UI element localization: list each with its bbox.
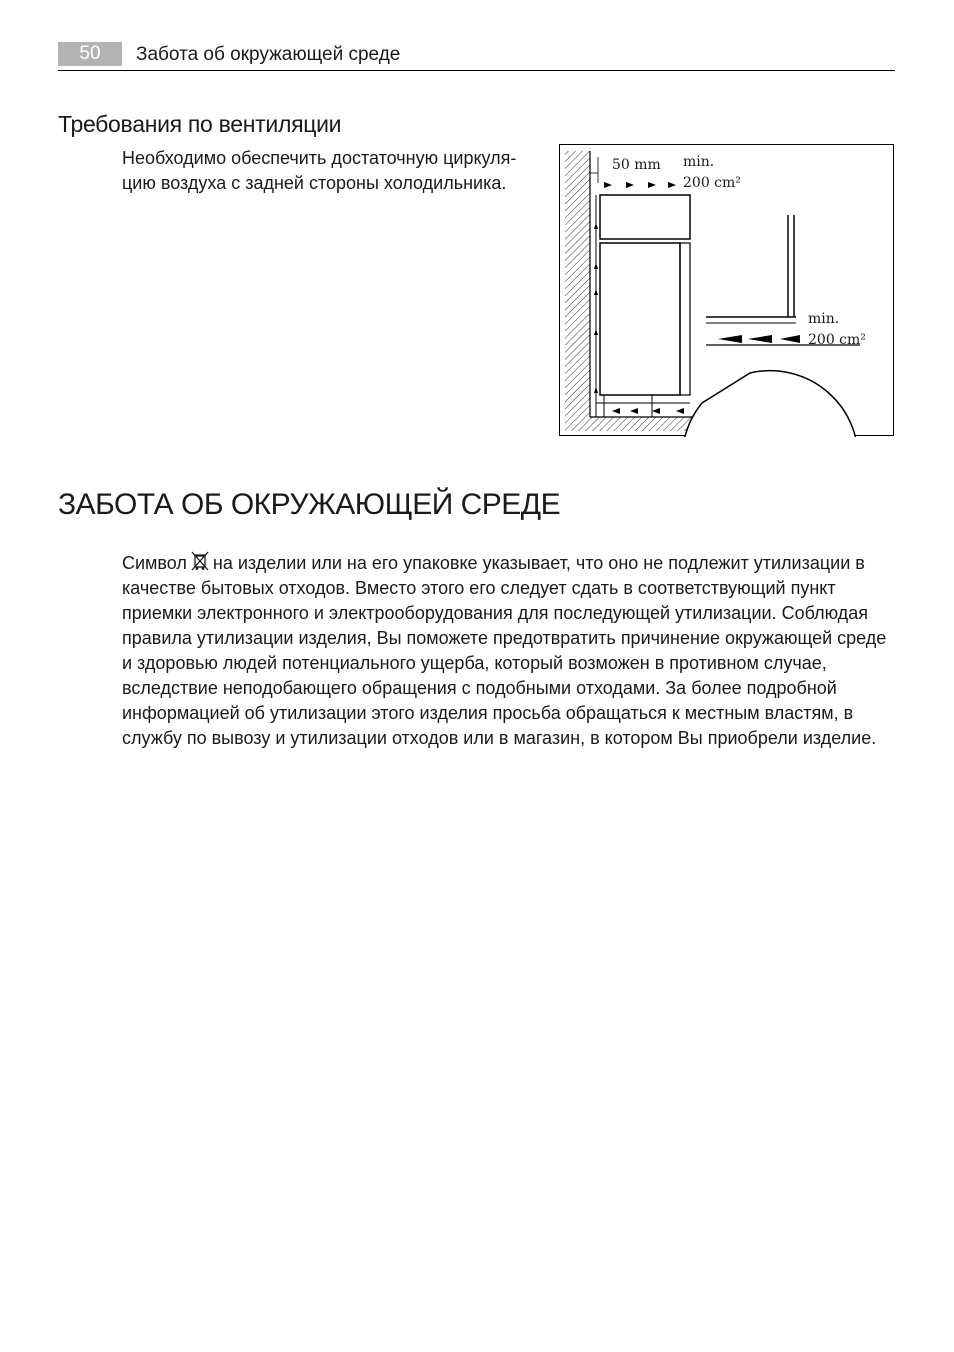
crossed-wheelie-bin-icon (191, 551, 209, 571)
header-section-title: Забота об окружающей среде (136, 44, 401, 65)
zoom-min-label: min. (808, 311, 840, 327)
fridge-body (600, 243, 680, 395)
environment-text-before-icon: Символ (122, 553, 187, 573)
zoom-area-label: 200 cm² (808, 332, 866, 348)
upper-cabinet (600, 195, 690, 239)
fridge-door (680, 243, 690, 395)
zoom-airflow-arrows (718, 335, 800, 343)
environment-heading: ЗАБОТА ОБ ОКРУЖАЮЩЕЙ СРЕДЕ (58, 488, 561, 521)
ventilation-diagram-svg (560, 145, 895, 437)
gap-label: 50 mm (612, 157, 661, 173)
page-header (58, 40, 895, 71)
wall-hatch (565, 151, 590, 431)
ventilation-diagram (559, 144, 894, 436)
top-airflow-arrows (604, 182, 676, 188)
page-number: 50 (58, 42, 122, 66)
top-min-label: min. (683, 154, 715, 170)
zoom-callout-circle (682, 371, 858, 437)
top-area-label: 200 cm² (683, 175, 741, 191)
environment-text (122, 551, 892, 751)
ventilation-heading: Требования по вентиляции (58, 111, 342, 137)
ventilation-text: Необходимо обеспечить достаточную циркуля-цию воздуха с задней стороны холодильника. (122, 148, 517, 193)
environment-text-after-icon: на изделии или на его упаковке указывает, что оно не подлежит утилизации в качестве бытовых отходов. Вместо этого его следует сдать в соответствующий пункт приемки электронного и электрооборудования для последующей утилизации. Соблюдая правила утилизации изделия, Вы поможете предотвратить причинение окружающей среде и здоровью людей потенциального ущерба, который возможен в противном случае, вследствие неподобающего обращения с подобными отходами. За более подробной информацией об утилизации этого изделия просьба обращаться к местным властям, в службу по вывозу и утилизации отходов или в магазин, в котором Вы приобрели изделие. (122, 553, 887, 748)
